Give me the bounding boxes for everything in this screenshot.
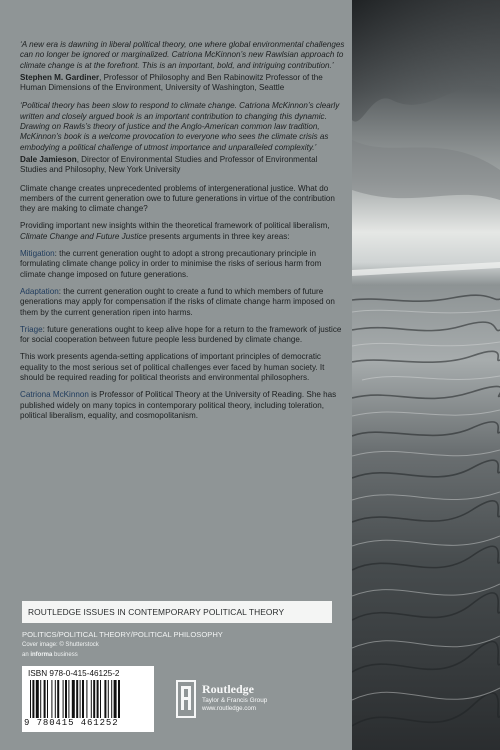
key-area-text: : future generations ought to keep alive hope for a return to the framework of justice for social cooperation between future people less burdened by climate change. (20, 324, 342, 345)
reviewer-role: , Director of Environmental Studies and Professor of Environmental Studies and Philosophy, New York University (20, 154, 318, 175)
business-suffix: business (52, 652, 78, 658)
publisher-url: www.routledge.com (202, 705, 256, 712)
key-area-term: Triage (20, 324, 43, 334)
isbn-barcode-box (22, 666, 154, 732)
business-brand: informa (30, 652, 53, 658)
reviewer-name: Dale Jamieson (20, 154, 77, 164)
subject-category: POLITICS/POLITICAL THEORY/POLITICAL PHILOSOPHY (22, 630, 223, 639)
sky-sea-illustration (352, 0, 500, 750)
publisher-group: Taylor & Francis Group (202, 697, 268, 704)
review-attribution-gardiner (20, 73, 346, 94)
review-attribution-jamieson (20, 155, 346, 176)
publisher-logo-block (176, 680, 346, 724)
blurb-closing: This work presents agenda-setting applications of important principles of democratic equality to the most serious set of political challenges ever faced by human society. It should be required reading for political theorists and environmental philosophers. (20, 352, 325, 383)
author-bio (20, 390, 346, 421)
blurb-insights-text: Providing important new insights within the theoretical framework of political liberalism, (20, 221, 330, 231)
publisher-name: Routledge (202, 682, 254, 696)
cover-image-credit: Cover image: © Shutterstock (22, 642, 99, 648)
back-cover-text (20, 40, 346, 428)
key-area-mitigation (20, 249, 346, 280)
blurb-intro: Climate change creates unprecedented problems of intergenerational justice. What do members of the current generation owe to future generations in virtue of the contribution they are making to climate change? (20, 183, 335, 214)
key-area-triage (20, 325, 346, 346)
key-area-term: Mitigation (20, 249, 55, 259)
author-name: Catriona McKinnon (20, 390, 89, 400)
book-title: Climate Change and Future Justice (20, 231, 147, 241)
blurb-insights-text-end: presents arguments in three key areas: (146, 231, 290, 241)
key-area-term: Adaptation (20, 286, 59, 296)
isbn-number: ISBN 978-0-415-46125-2 (28, 669, 120, 678)
key-area-text: : the current generation ought to adopt a strong precautionary principle in formulating climate change policy in order to minimise the risks of serious harm from climate change imposed on future generations. (20, 249, 322, 279)
business-prefix: an (22, 652, 31, 658)
reviewer-name: Stephen M. Gardiner (20, 72, 100, 82)
review-quote-jamieson: ‘Political theory has been slow to respond to climate change. Catriona McKinnon’s clearly written and closely argued book is an important contribution to changing this dynamic. Drawing on Rawls’s theory of justice and the Anglo-American common law tradition, McKinnon’s book is a welcome provocation to everyone who sees the climate crisis as embodying a political challenge of utmost importance and unparalleled complexity.’ (20, 101, 340, 152)
key-area-adaptation (20, 287, 346, 318)
barcode-digits: 9 780415 461252 (24, 718, 119, 728)
key-area-text: : the current generation ought to create a fund to which members of future generations may apply for compensation if the risks of climate change harm imposed on them by the current generation ripen into harms. (20, 286, 335, 317)
review-quote-gardiner: ‘A new era is dawning in liberal political theory, one where global environmental challenges can no longer be ignored or marginalized. Catriona McKinnon’s new Rawlsian approach to climate change is at the forefront. This is an important, bold, and intriguing contribution.’ (20, 40, 345, 70)
blurb-insights (20, 221, 346, 242)
informa-business-line (22, 652, 78, 658)
author-bio-text: is Professor of Political Theory at the University of Reading. She has published widely on many topics in contemporary political theory, including toleration, political liberalism, equality, and cosmopolitanism. (20, 390, 337, 420)
barcode-icon (28, 680, 148, 718)
series-banner: ROUTLEDGE ISSUES IN CONTEMPORARY POLITICAL THEORY (22, 601, 332, 623)
routledge-logo-icon (176, 680, 196, 718)
reviewer-role: , Professor of Philosophy and Ben Rabinowitz Professor of the Human Dimensions of the Environment, University of Washington, Seattle (20, 72, 323, 93)
cover-photo-stormy-sky-and-sea (352, 0, 500, 750)
